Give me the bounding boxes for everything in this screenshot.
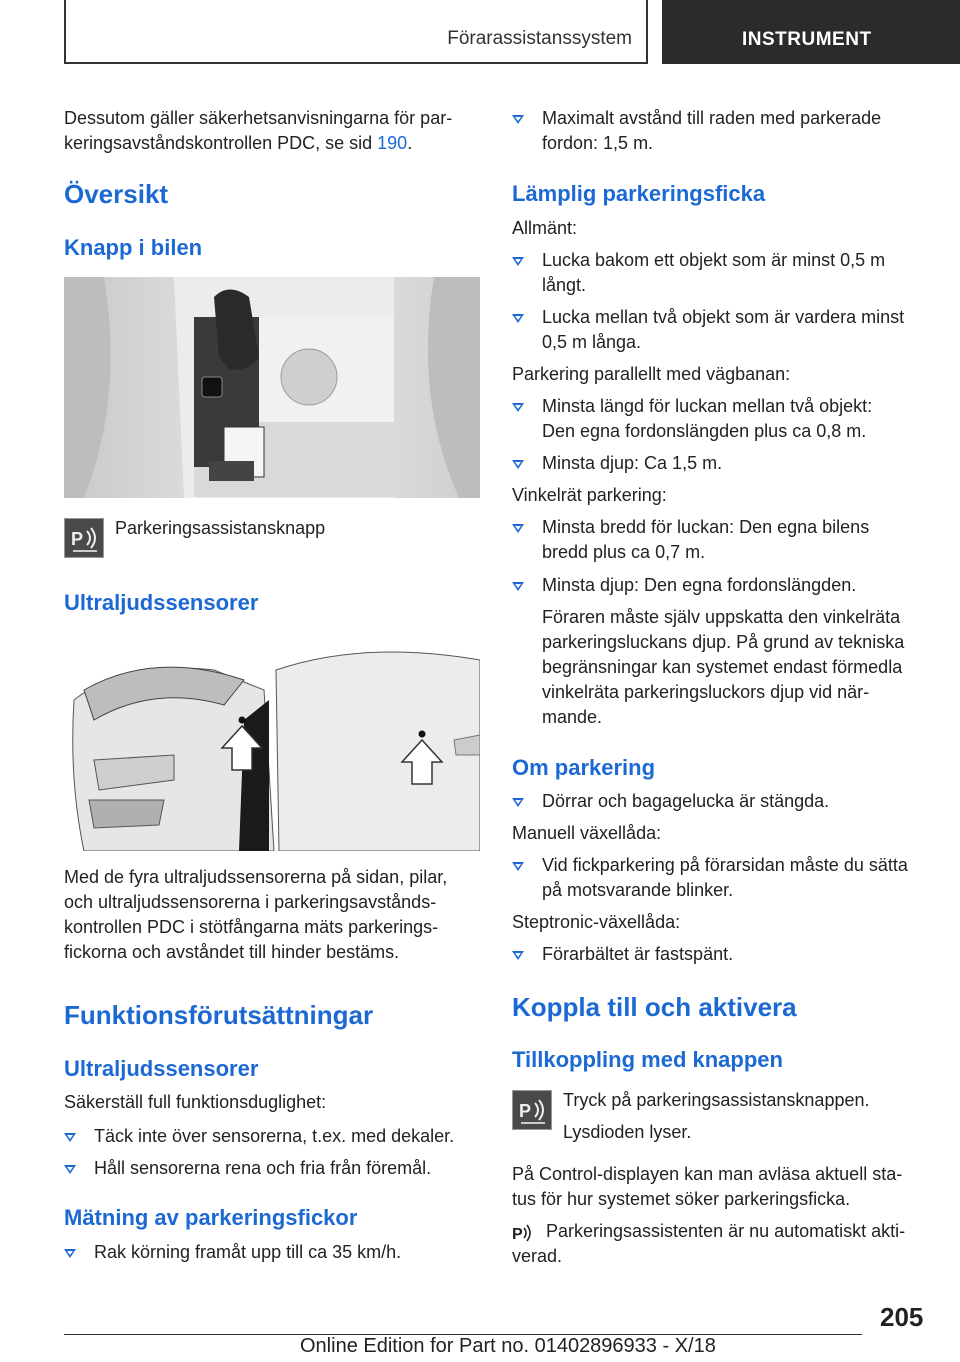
para-sensors-line-4: fickorna och avståndet till hinder bestäms.	[64, 942, 400, 962]
parking-assist-active-icon	[512, 1222, 536, 1244]
bullet-triangle-icon	[512, 862, 524, 871]
aktiv-line-2: verad.	[512, 1246, 563, 1266]
text-tryck: Tryck på parkeringsassistansknappen.	[563, 1090, 870, 1110]
aktiv-line-1: Parkeringsassistenten är nu automatiskt akti‐	[546, 1221, 906, 1241]
list-item-continuation: Den egna fordonslängden plus ca 0,8 m.	[542, 421, 867, 441]
list-item-continuation: bredd plus ca 0,7 m.	[542, 542, 706, 562]
para-sensors-line-1: Med de fyra ultraljudssensorerna på sidan, pilar,	[64, 867, 448, 887]
foraren-line-2: parkeringsluckans djup. På grund av tekniska	[542, 632, 905, 652]
intro-line-1: Dessutom gäller säkerhetsanvisningarna för par‐	[64, 108, 453, 128]
bullet-triangle-icon	[512, 314, 524, 323]
heading-matning: Mätning av parkeringsfickor	[64, 1205, 358, 1230]
footer-edition: Online Edition for Part no. 01402896933 - X/18	[300, 1335, 716, 1357]
heading-lamplig-parkeringsficka: Lämplig parkeringsficka	[512, 181, 766, 206]
svg-text:P: P	[519, 1101, 532, 1121]
list-item-continuation: på motsvarande blinker.	[542, 880, 734, 900]
heading-oversikt: Översikt	[64, 179, 169, 209]
svg-text:P: P	[512, 1226, 523, 1243]
page-number: 205	[880, 1302, 924, 1332]
console-photo	[64, 277, 480, 498]
bullet-triangle-icon	[512, 798, 524, 807]
bullet-triangle-icon	[512, 524, 524, 533]
text-parallellt: Parkering parallellt med vägbanan:	[512, 364, 791, 384]
text-manuell: Manuell växellåda:	[512, 823, 662, 843]
heading-ultraljudssensorer-2: Ultraljudssensorer	[64, 1056, 259, 1081]
header-chapter-title: INSTRUMENT	[742, 29, 872, 50]
bullet-triangle-icon	[64, 1165, 76, 1174]
text-allmant: Allmänt:	[512, 218, 578, 238]
text-steptronic: Steptronic-växellåda:	[512, 912, 681, 932]
bullet-triangle-icon	[512, 115, 524, 124]
parking-assist-button-icon	[512, 1090, 552, 1130]
intro-line-2: keringsavståndskontrollen PDC, se sid 190.	[64, 133, 413, 153]
text-sakerstall: Säkerställ full funktionsduglighet:	[64, 1092, 327, 1112]
heading-ultraljudssensorer: Ultraljudssensorer	[64, 590, 259, 615]
icon-label-parkeringsassistansknapp: Parkeringsassistansknapp	[115, 518, 326, 538]
para-sensors-line-2: och ultraljudssensorerna i parkeringsavstånds‐	[64, 892, 437, 912]
bullet-triangle-icon	[512, 951, 524, 960]
bullet-triangle-icon	[512, 582, 524, 591]
text-lysdioden: Lysdioden lyser.	[563, 1122, 692, 1142]
foraren-line-5: mande.	[542, 707, 603, 727]
bullet-triangle-icon	[512, 403, 524, 412]
control-line-1: På Control-displayen kan man avläsa aktuell sta‐	[512, 1164, 903, 1184]
header-chapter-box	[662, 0, 960, 64]
header-section-title: Förarassistanssystem	[447, 28, 632, 49]
list-item-continuation: långt.	[542, 275, 587, 295]
bumper-photo	[64, 630, 480, 851]
heading-tillkoppling: Tillkoppling med knappen	[512, 1047, 783, 1072]
parking-assist-button-icon	[64, 518, 104, 558]
svg-text:P: P	[71, 529, 84, 549]
page-link-190[interactable]: 190	[377, 133, 408, 153]
foraren-line-1: Föraren måste själv uppskatta den vinkelräta	[542, 607, 901, 627]
bullet-triangle-icon	[64, 1133, 76, 1142]
text-vinkelrat: Vinkelrät parkering:	[512, 485, 667, 505]
heading-knapp-i-bilen: Knapp i bilen	[64, 235, 203, 260]
control-line-2: tus för hur systemet söker parkeringsficka.	[512, 1189, 851, 1209]
heading-funktionsforutsattningar: Funktionsförutsättningar	[64, 1000, 374, 1030]
bullet-triangle-icon	[512, 460, 524, 469]
list-item-continuation: fordon: 1,5 m.	[542, 133, 654, 153]
heading-koppla-till: Koppla till och aktivera	[512, 992, 797, 1022]
header-section-box	[64, 0, 648, 64]
foraren-line-4: vinkelräta parkeringsluckors djup vid när‐	[542, 682, 870, 702]
console-illustration	[64, 277, 480, 498]
bumper-illustration	[64, 630, 480, 851]
bullet-triangle-icon	[512, 257, 524, 266]
bullet-triangle-icon	[64, 1249, 76, 1258]
list-item-continuation: 0,5 m långa.	[542, 332, 642, 352]
heading-om-parkering: Om parkering	[512, 755, 656, 780]
foraren-line-3: begränsningar kan systemet endast förmedla	[542, 657, 903, 677]
para-sensors-line-3: kontrollen PDC i stötfångarna mäts parkerings‐	[64, 917, 439, 937]
